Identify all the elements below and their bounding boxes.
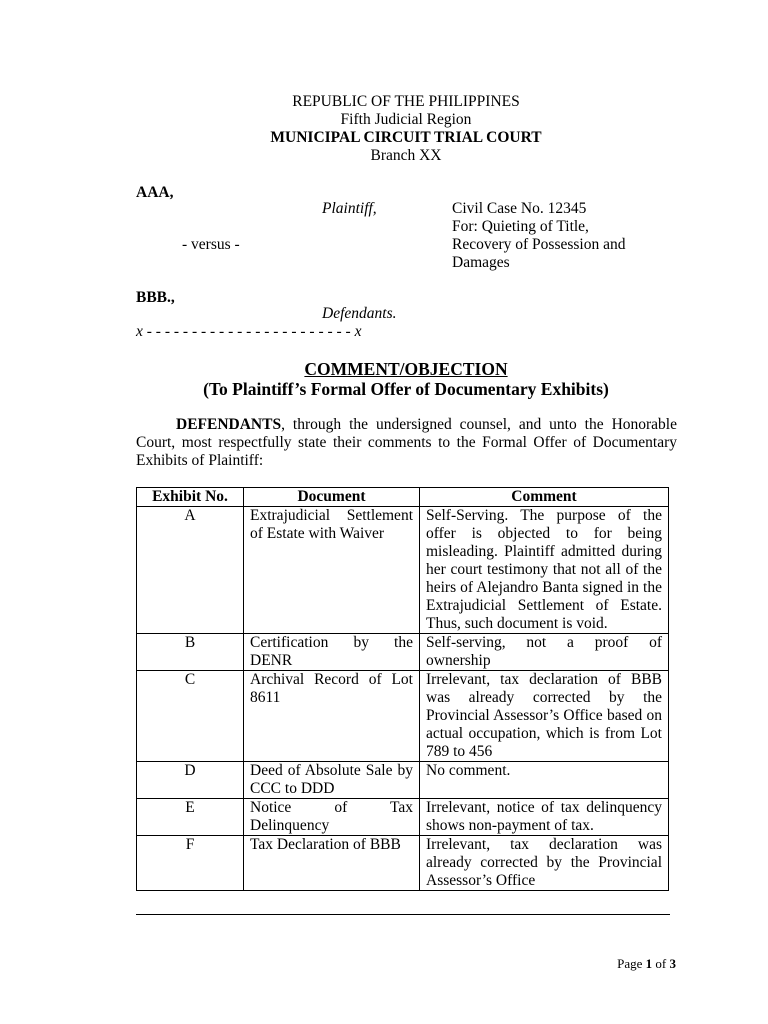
exhibit-cell: C: [137, 671, 244, 762]
intro-paragraph: [136, 416, 677, 470]
document-cell: Deed of Absolute Sale by CCC to DDD: [244, 762, 420, 799]
document-cell: Archival Record of Lot 8611: [244, 671, 420, 762]
document-cell: Tax Declaration of BBB: [244, 836, 420, 891]
case-number: Civil Case No. 12345: [452, 200, 587, 217]
title-sub: (To Plaintiff’s Formal Offer of Documentary Exhibits): [203, 379, 609, 399]
comment-cell: Self-serving, not a proof of ownership: [420, 634, 669, 671]
title-main: COMMENT/OBJECTION: [304, 359, 508, 379]
comment-cell: Irrelevant, tax declaration was already corrected by the Provincial Assessor’s Office: [420, 836, 669, 891]
comment-cell: No comment.: [420, 762, 669, 799]
table-row: [137, 762, 669, 799]
document-cell: Certification by the DENR: [244, 634, 420, 671]
table-row: [137, 634, 669, 671]
header-branch: Branch XX: [370, 147, 442, 164]
exhibit-cell: E: [137, 799, 244, 836]
page-total: 3: [669, 956, 676, 971]
case-info: [452, 200, 626, 272]
table-bottom-rule: [136, 914, 670, 915]
exhibit-cell: D: [137, 762, 244, 799]
comment-cell: Self-Serving. The purpose of the offer is objected to for being misleading. Plaintiff admitted during her court testimony that not all of the heirs of Alejandro Banta signed in the Extrajudicial Settlement of Estate. Thus, such document is void.: [420, 507, 669, 634]
table-header-row: [137, 488, 669, 507]
document-cell: Extrajudicial Settlement of Estate with Waiver: [244, 507, 420, 634]
header-republic: REPUBLIC OF THE PHILIPPINES: [292, 93, 520, 110]
document-cell: Notice of Tax Delinquency: [244, 799, 420, 836]
versus-label: - versus -: [182, 236, 240, 253]
exhibit-cell: F: [137, 836, 244, 891]
table-row: [137, 836, 669, 891]
exhibits-table: [136, 487, 669, 891]
comment-cell: Irrelevant, notice of tax delinquency shows non-payment of tax.: [420, 799, 669, 836]
header-court: MUNICIPAL CIRCUIT TRIAL COURT: [270, 129, 542, 146]
case-nature-line-3: Damages: [452, 254, 510, 271]
plaintiff-name: AAA,: [136, 184, 174, 201]
exhibit-cell: A: [137, 507, 244, 634]
page-word: Page: [617, 956, 643, 971]
header-region: Fifth Judicial Region: [340, 111, 472, 128]
defendant-name: BBB.,: [136, 289, 175, 306]
exhibit-cell: B: [137, 634, 244, 671]
page-current: 1: [645, 956, 653, 971]
plaintiff-label: Plaintiff,: [322, 200, 377, 217]
table-row: [137, 507, 669, 634]
table-row: [137, 799, 669, 836]
court-header: [0, 93, 768, 165]
case-nature-line-1: For: Quieting of Title,: [452, 218, 589, 235]
exhibits-table-clip: [136, 487, 670, 915]
comment-cell: Irrelevant, tax declaration of BBB was already corrected by the Provincial Assessor’s Office based on actual occupation, which is from Lot 789 to 456: [420, 671, 669, 762]
document-title: [0, 359, 768, 399]
case-nature-line-2: Recovery of Possession and: [452, 236, 626, 253]
header-document: Document: [244, 488, 420, 507]
page-of-word: of: [655, 956, 667, 971]
intro-text: , through the undersigned counsel, and unto the Honorable Court, most respectfully state their comments to the Formal Offer of Documentary Exhibits of Plaintiff:: [136, 416, 677, 469]
header-comment: Comment: [420, 488, 669, 507]
defendant-label: Defendants.: [322, 305, 397, 322]
page-number: [617, 956, 676, 972]
header-exhibit-no: Exhibit No.: [137, 488, 244, 507]
intro-lead-word: DEFENDANTS: [176, 416, 282, 433]
table-row: [137, 671, 669, 762]
caption-separator: x - - - - - - - - - - - - - - - - - - - - - - - x: [136, 323, 362, 340]
